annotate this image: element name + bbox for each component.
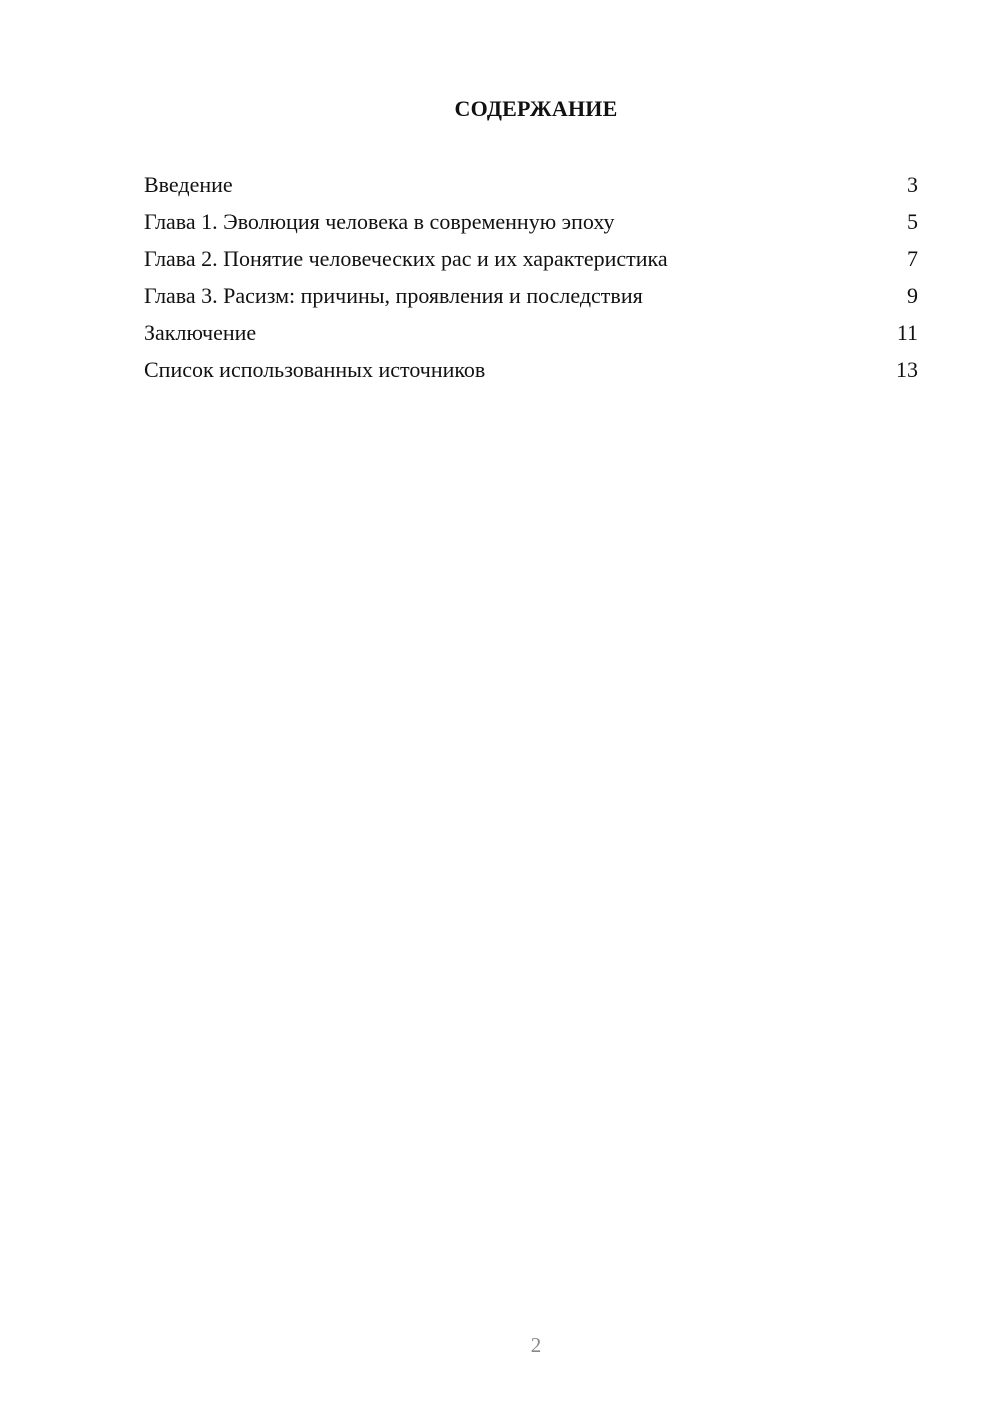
toc-entry-introduction xyxy=(144,170,918,207)
table-of-contents xyxy=(144,170,918,392)
toc-entry-label: Глава 2. Понятие человеческих рас и их характеристика xyxy=(144,246,668,271)
toc-entry-chapter-1 xyxy=(144,207,918,244)
toc-entry-label: Глава 1. Эволюция человека в современную эпоху xyxy=(144,209,615,234)
toc-entry-page: 13 xyxy=(896,357,918,382)
page-number: 2 xyxy=(530,1333,542,1357)
toc-entry-page: 5 xyxy=(907,209,918,234)
toc-entry-references xyxy=(144,355,918,392)
toc-entry-label: Введение xyxy=(144,172,233,197)
toc-entry-chapter-3 xyxy=(144,281,918,318)
toc-entry-page: 7 xyxy=(907,246,918,271)
toc-entry-label: Список использованных источников xyxy=(144,357,486,382)
page-title: СОДЕРЖАНИЕ xyxy=(454,96,618,121)
toc-entry-label: Заключение xyxy=(144,320,257,345)
toc-entry-page: 9 xyxy=(907,283,918,308)
toc-entry-chapter-2 xyxy=(144,244,918,281)
toc-entry-page: 11 xyxy=(896,320,918,345)
toc-entry-page: 3 xyxy=(907,172,918,197)
toc-entry-label: Глава 3. Расизм: причины, проявления и последствия xyxy=(144,283,643,308)
toc-entry-conclusion xyxy=(144,318,918,355)
